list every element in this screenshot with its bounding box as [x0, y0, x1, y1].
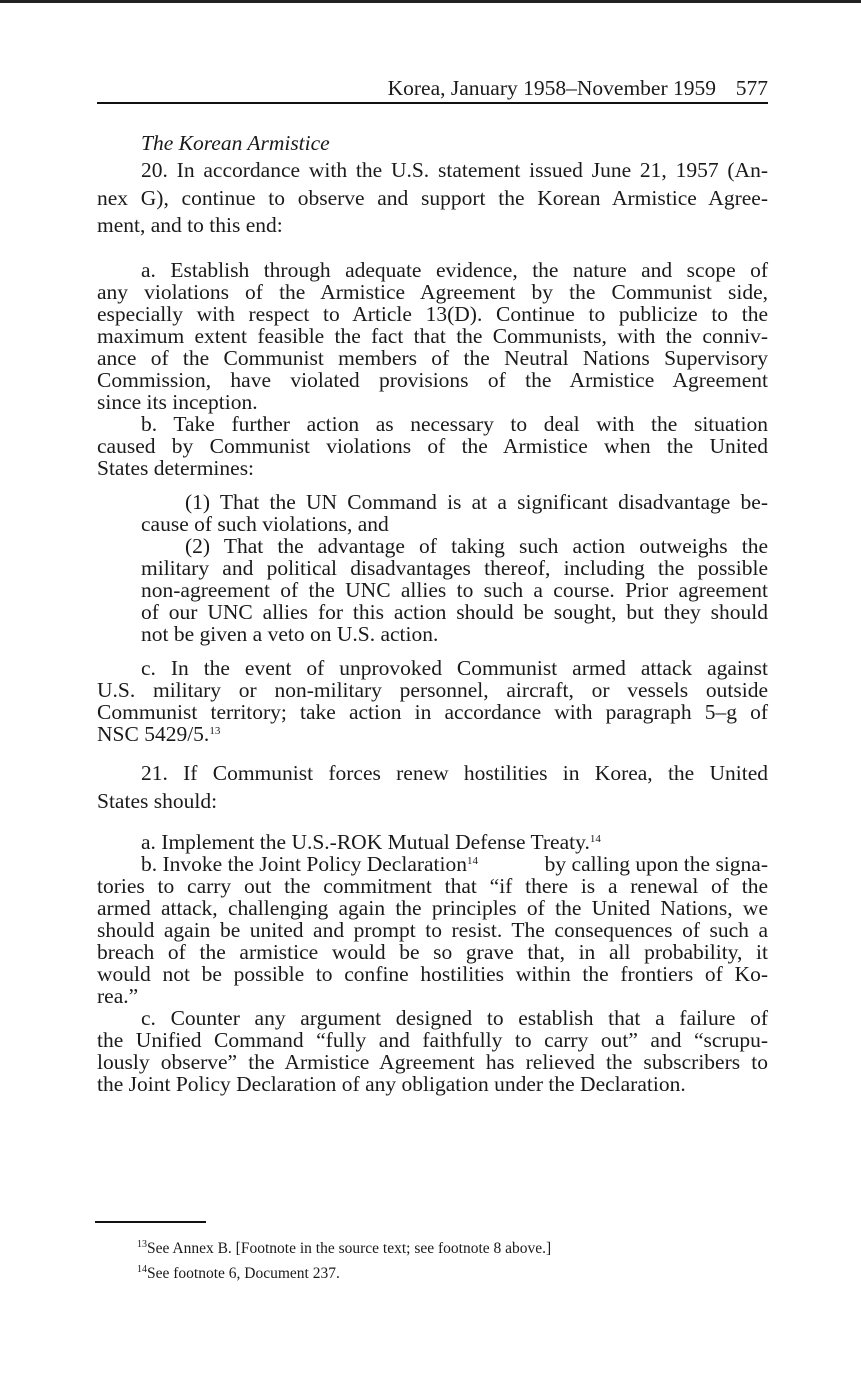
page-number: 577 — [735, 76, 768, 100]
paragraph-21c-line-4: the Joint Policy Declaration of any obligation under the Declaration. — [97, 1072, 686, 1096]
paragraph-21-line-2: States should: — [97, 789, 218, 813]
paragraph-20b2-line-2: military and political disadvantages thereof, including the possible — [141, 556, 768, 580]
paragraph-21b-line-3: armed attack, challenging again the principles of the United Nations, we — [97, 896, 768, 920]
footnote-14-text: See footnote 6, Document 237. — [147, 1265, 340, 1282]
paragraph-20c-line-1: c. In the event of unprovoked Communist armed attack against — [141, 656, 768, 680]
paragraph-20b-line-2: caused by Communist violations of the Armistice when the United — [97, 434, 768, 458]
paragraph-20b2-line-3: non-agreement of the UNC allies to such a course. Prior agreement — [141, 578, 768, 602]
paragraph-21b-line-1-start: b. Invoke the Joint Policy Declaration$^{14}$ — [141, 852, 479, 876]
paragraph-20a-line-2: any violations of the Armistice Agreement by the Communist side, — [97, 280, 768, 304]
paragraph-20b-line-3: States determines: — [97, 456, 255, 480]
paragraph-20b2-line-5: not be given a veto on U.S. action. — [141, 622, 439, 646]
paragraph-20a-line-7: since its inception. — [97, 390, 258, 414]
paragraph-20b-line-1: b. Take further action as necessary to deal with the situation — [141, 412, 768, 436]
paragraph-20a-line-4: maximum extent feasible the fact that the Communists, with the conniv- — [97, 324, 768, 348]
paragraph-20-line-1: 20. In accordance with the U.S. statement issued June 21, 1957 (An- — [141, 158, 768, 182]
paragraph-21b-line-4: should again be united and prompt to resist. The consequences of such a — [97, 918, 768, 942]
footnote-ref-13: 13 — [209, 725, 221, 737]
paragraph-21c-line-2: the Unified Command “fully and faithfully to carry out” and “scrupu- — [97, 1028, 768, 1052]
paragraph-20a-line-3: especially with respect to Article 13(D). Continue to publicize to the — [97, 302, 768, 326]
paragraph-21a-line-1 — [141, 831, 601, 853]
paragraph-20c-line-4 — [97, 723, 220, 745]
running-header — [97, 74, 768, 104]
paragraph-21c-line-3: lously observe” the Armistice Agreement has relieved the subscribers to — [97, 1050, 768, 1074]
paragraph-20c-line-3: Communist territory; take action in accordance with paragraph 5–g of — [97, 700, 768, 724]
paragraph-20b1-line-1: (1) That the UN Command is at a significant disadvantage be- — [185, 490, 768, 514]
paragraph-21b-line-5: breach of the armistice would be so grave that, in all probability, it — [97, 940, 768, 964]
footnote-14 — [137, 1265, 340, 1283]
footnote-13-text: See Annex B. [Footnote in the source text; see footnote 8 above.] — [147, 1240, 552, 1257]
footnote-13-number: 13 — [137, 1239, 147, 1250]
paragraph-20b2-line-4: of our UNC allies for this action should be sought, but they should — [141, 600, 768, 624]
paragraph-20a-line-5: ance of the Communist members of the Neutral Nations Supervisory — [97, 346, 768, 370]
paragraph-21b-line-6: would not be possible to confine hostilities within the frontiers of Ko- — [97, 962, 768, 986]
paragraph-20b1-line-2: cause of such violations, and — [141, 512, 389, 536]
paragraph-20c-line-2: U.S. military or non-military personnel, aircraft, or vessels outside — [97, 678, 768, 702]
page-top-edge — [0, 0, 861, 3]
paragraph-20-line-3: ment, and to this end: — [97, 213, 283, 237]
paragraph-21b-line-1 — [141, 853, 768, 875]
paragraph-21-line-1: 21. If Communist forces renew hostilities in Korea, the United — [141, 761, 768, 785]
paragraph-20c-line-4-text: NSC 5429/5. — [97, 722, 210, 746]
paragraph-21b-line-7: rea.” — [97, 984, 139, 1008]
paragraph-20a-line-1: a. Establish through adequate evidence, the nature and scope of — [141, 258, 768, 282]
paragraph-21a-text: a. Implement the U.S.-ROK Mutual Defense Treaty. — [141, 830, 590, 854]
paragraph-20a-line-6: Commission, have violated provisions of the Armistice Agreement — [97, 368, 768, 392]
paragraph-20-line-2: nex G), continue to observe and support the Korean Armistice Agree- — [97, 186, 768, 210]
paragraph-20b2-line-1: (2) That the advantage of taking such action outweighs the — [185, 534, 768, 558]
paragraph-21b-line-1-end: by calling upon the signa- — [544, 852, 768, 876]
paragraph-21c-line-1: c. Counter any argument designed to establish that a failure of — [141, 1006, 768, 1030]
paragraph-21b-line-2: tories to carry out the commitment that “if there is a renewal of the — [97, 874, 768, 898]
footnote-separator — [95, 1221, 206, 1223]
footnote-13 — [137, 1240, 551, 1258]
running-head-title: Korea, January 1958–November 1959 — [387, 76, 716, 100]
footnote-ref-14-b: 14 — [467, 855, 479, 867]
footnote-14-number: 14 — [137, 1264, 147, 1275]
footnote-ref-14-a: 14 — [589, 833, 601, 845]
section-heading: The Korean Armistice — [141, 131, 330, 155]
